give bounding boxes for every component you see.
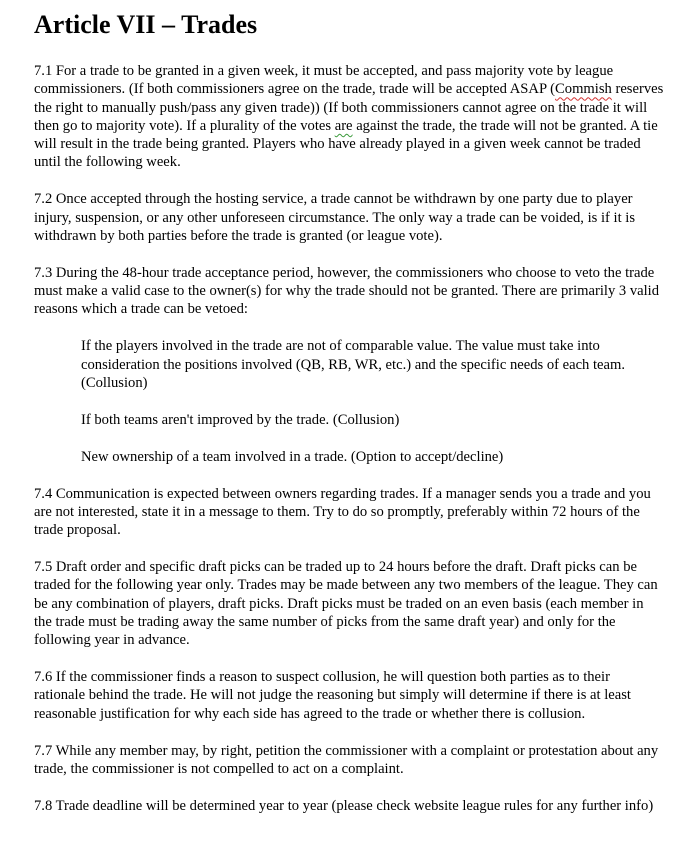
- article-title: Article VII – Trades: [34, 10, 258, 39]
- section-7-7: 7.7 While any member may, by right, petition the commissioner with a complaint or protestation about any trade, the commissioner is not compelled to act on a complaint.: [34, 742, 659, 777]
- section-7-3: 7.3 During the 48-hour trade acceptance period, however, the commissioners who choose to veto the trade must make a valid case to the owner(s) for why the trade should not be granted. There are primarily 3 valid reasons which a trade can be vetoed:: [34, 264, 660, 318]
- section-7-1-text-c: against the trade, the trade will not be granted. A tie will result in the trade being granted. Players who have already played in a given week cannot be traded until the following week.: [34, 117, 658, 171]
- section-7-1-text-a: 7.1 For a trade to be granted in a given week, it must be accepted, and pass majority vote by league commissioners. (If both commissioners agree on the trade, trade will be accepted ASAP (: [34, 63, 614, 98]
- veto-reason-1: If the players involved in the trade are not of comparable value. The value must take into consideration the positions involved (QB, RB, WR, etc.) and the specific needs of each team. (Collusion): [81, 338, 626, 391]
- spellcheck-flagged-word: Commish: [555, 81, 612, 98]
- section-7-2: 7.2 Once accepted through the hosting service, a trade cannot be withdrawn by one party due to player injury, suspension, or any other unforeseen circumstance. The only way a trade can be voided, is if it is withdrawn by both parties before the trade is granted (or league vote).: [34, 191, 636, 244]
- section-7-6: 7.6 If the commissioner finds a reason to suspect collusion, he will question both parties as to their rationale behind the trade. He will not judge the reasoning but simply will determine if there is at least reasonable justification for why each side has agreed to the trade or whether there is collusion.: [34, 669, 631, 722]
- section-7-1: [34, 62, 664, 172]
- grammar-flagged-word: are: [334, 117, 353, 134]
- veto-reason-2: If both teams aren't improved by the trade. (Collusion): [81, 411, 400, 428]
- section-7-4: 7.4 Communication is expected between owners regarding trades. If a manager sends you a trade and you are not interested, state it in a message to them. Try to do so promptly, preferably within 72 hours of the trade proposal.: [34, 485, 651, 539]
- section-7-1-text-b: reserves the right to manually push/pass any given trade)) (If both commissioners cannot agree on the trade it will then go to majority vote). If a plurality of the votes: [34, 81, 664, 134]
- section-7-8: 7.8 Trade deadline will be determined year to year (please check website league rules for any further info): [34, 797, 654, 814]
- veto-reason-3: New ownership of a team involved in a trade. (Option to accept/decline): [81, 448, 504, 465]
- document-page: [34, 10, 664, 834]
- section-7-5: 7.5 Draft order and specific draft picks can be traded up to 24 hours before the draft. Draft picks can be traded for the following year only. Trades may be made between any two members of the league. They can be any combination of players, draft picks. Draft picks must be traded on an even basis (each member in the trade must be trading away the same number of picks from the same draft year) and only for the following year in advance.: [34, 559, 658, 649]
